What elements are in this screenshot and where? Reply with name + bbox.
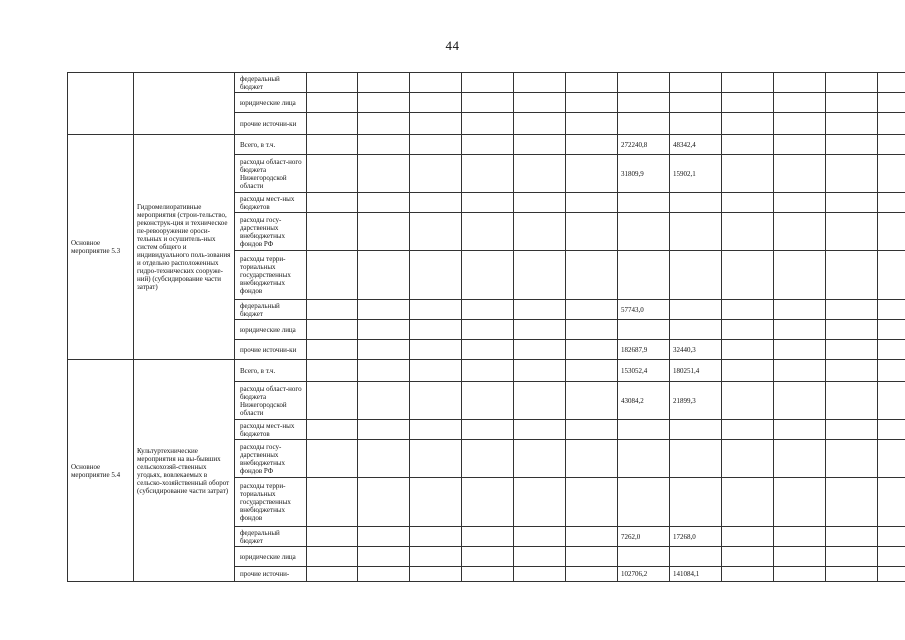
- value-cell: [462, 567, 514, 582]
- value-cell: [670, 113, 722, 135]
- value-cell: [307, 420, 358, 440]
- value-cell: [410, 478, 462, 527]
- funding-source-cell: расходы госу-дарственных внебюджетных фондов РФ: [235, 213, 307, 251]
- value-cell: [307, 73, 358, 93]
- value-cell: [514, 113, 566, 135]
- value-cell: [826, 213, 878, 251]
- value-cell: [774, 73, 826, 93]
- funding-source-cell: юридические лица: [235, 547, 307, 567]
- value-cell: [566, 193, 618, 213]
- value-cell: [878, 440, 905, 478]
- value-cell: [410, 527, 462, 547]
- funding-source-cell: расходы мест-ных бюджетов: [235, 193, 307, 213]
- value-cell: [826, 567, 878, 582]
- value-cell: [462, 193, 514, 213]
- value-cell: [410, 155, 462, 193]
- value-cell: [514, 155, 566, 193]
- value-cell: [826, 382, 878, 420]
- value-cell: [462, 155, 514, 193]
- value-cell: [774, 113, 826, 135]
- value-cell: [722, 382, 774, 420]
- value-cell: [514, 193, 566, 213]
- value-cell: [774, 360, 826, 382]
- value-cell: [826, 155, 878, 193]
- value-cell: [410, 567, 462, 582]
- value-cell: [566, 300, 618, 320]
- value-cell: [307, 93, 358, 113]
- funding-source-cell: прочие источни-ки: [235, 113, 307, 135]
- value-cell: [670, 547, 722, 567]
- value-cell: [826, 360, 878, 382]
- value-cell: [462, 135, 514, 155]
- value-cell: 180251,4: [670, 360, 722, 382]
- value-cell: [462, 93, 514, 113]
- funding-source-cell: Всего, в т.ч.: [235, 360, 307, 382]
- value-cell: [722, 251, 774, 300]
- value-cell: [774, 213, 826, 251]
- value-cell: [307, 478, 358, 527]
- funding-source-cell: расходы терри-ториальных государственных внебюджетных фондов: [235, 251, 307, 300]
- value-cell: [774, 93, 826, 113]
- value-cell: [670, 420, 722, 440]
- value-cell: [358, 193, 410, 213]
- value-cell: 21899,3: [670, 382, 722, 420]
- value-cell: [722, 420, 774, 440]
- funding-source-cell: федеральный бюджет: [235, 73, 307, 93]
- value-cell: [566, 547, 618, 567]
- value-cell: [307, 567, 358, 582]
- value-cell: [566, 135, 618, 155]
- value-cell: [307, 193, 358, 213]
- value-cell: [566, 478, 618, 527]
- value-cell: [307, 251, 358, 300]
- value-cell: [618, 251, 670, 300]
- funding-source-cell: Всего, в т.ч.: [235, 135, 307, 155]
- value-cell: [307, 113, 358, 135]
- value-cell: [774, 135, 826, 155]
- value-cell: [462, 73, 514, 93]
- measure-code-cell: Основное мероприятие 5.4: [68, 360, 134, 582]
- value-cell: [878, 135, 905, 155]
- value-cell: [826, 251, 878, 300]
- value-cell: [878, 478, 905, 527]
- value-cell: [358, 300, 410, 320]
- value-cell: [566, 527, 618, 547]
- value-cell: [722, 360, 774, 382]
- value-cell: [670, 440, 722, 478]
- value-cell: 7262,0: [618, 527, 670, 547]
- value-cell: [670, 478, 722, 527]
- funding-source-cell: расходы област-ного бюджета Нижегородской области: [235, 155, 307, 193]
- value-cell: [774, 251, 826, 300]
- value-cell: [670, 320, 722, 340]
- value-cell: [878, 527, 905, 547]
- value-cell: [722, 478, 774, 527]
- value-cell: [826, 420, 878, 440]
- value-cell: [514, 360, 566, 382]
- value-cell: [514, 382, 566, 420]
- value-cell: [774, 478, 826, 527]
- value-cell: [514, 135, 566, 155]
- value-cell: 43084,2: [618, 382, 670, 420]
- value-cell: [410, 135, 462, 155]
- table-row: [68, 135, 905, 155]
- funding-source-cell: юридические лица: [235, 320, 307, 340]
- value-cell: [514, 213, 566, 251]
- value-cell: [774, 320, 826, 340]
- value-cell: [410, 193, 462, 213]
- value-cell: [514, 300, 566, 320]
- value-cell: [566, 320, 618, 340]
- value-cell: [670, 193, 722, 213]
- value-cell: [618, 73, 670, 93]
- value-cell: [514, 93, 566, 113]
- value-cell: [462, 320, 514, 340]
- value-cell: [722, 193, 774, 213]
- value-cell: [774, 547, 826, 567]
- value-cell: [307, 440, 358, 478]
- value-cell: [358, 73, 410, 93]
- value-cell: [410, 113, 462, 135]
- value-cell: [826, 478, 878, 527]
- measure-code-cell: Основное мероприятие 5.3: [68, 135, 134, 360]
- value-cell: 48342,4: [670, 135, 722, 155]
- funding-source-cell: прочие источни-ки: [235, 340, 307, 360]
- budget-table: [67, 72, 905, 582]
- value-cell: [307, 213, 358, 251]
- value-cell: [878, 320, 905, 340]
- value-cell: 272240,8: [618, 135, 670, 155]
- value-cell: [878, 547, 905, 567]
- value-cell: [307, 547, 358, 567]
- value-cell: [410, 213, 462, 251]
- value-cell: 102706,2: [618, 567, 670, 582]
- value-cell: [358, 340, 410, 360]
- value-cell: [514, 420, 566, 440]
- value-cell: [878, 300, 905, 320]
- table-row: [68, 360, 905, 382]
- value-cell: [566, 73, 618, 93]
- value-cell: [514, 440, 566, 478]
- value-cell: [878, 420, 905, 440]
- value-cell: [722, 135, 774, 155]
- value-cell: [358, 93, 410, 113]
- value-cell: [878, 251, 905, 300]
- funding-source-cell: расходы терри-ториальных государственных внебюджетных фондов: [235, 478, 307, 527]
- value-cell: [410, 73, 462, 93]
- value-cell: [826, 340, 878, 360]
- value-cell: [774, 382, 826, 420]
- funding-source-cell: расходы госу-дарственных внебюджетных фондов РФ: [235, 440, 307, 478]
- value-cell: [358, 567, 410, 582]
- value-cell: 15902,1: [670, 155, 722, 193]
- value-cell: [722, 73, 774, 93]
- value-cell: [878, 360, 905, 382]
- value-cell: [722, 213, 774, 251]
- value-cell: [410, 382, 462, 420]
- value-cell: [826, 193, 878, 213]
- value-cell: [462, 340, 514, 360]
- value-cell: [462, 478, 514, 527]
- value-cell: [566, 567, 618, 582]
- value-cell: 31809,9: [618, 155, 670, 193]
- value-cell: [514, 547, 566, 567]
- measure-name-cell: Культуртехнические мероприятия на вы-бывших сельскохозяй-ственных угодьях, вовлекаемых в сельско-хозяйственный оборот (субсидирование части затрат): [134, 360, 235, 582]
- value-cell: [358, 527, 410, 547]
- value-cell: [774, 193, 826, 213]
- value-cell: [878, 73, 905, 93]
- value-cell: [566, 251, 618, 300]
- value-cell: [618, 440, 670, 478]
- value-cell: [774, 340, 826, 360]
- value-cell: [514, 527, 566, 547]
- value-cell: [358, 478, 410, 527]
- value-cell: [618, 93, 670, 113]
- value-cell: 153052,4: [618, 360, 670, 382]
- value-cell: [878, 567, 905, 582]
- value-cell: 182687,9: [618, 340, 670, 360]
- value-cell: [410, 340, 462, 360]
- value-cell: [358, 440, 410, 478]
- measure-name-cell: Гидромелиоративные мероприятия (строи-тельство, реконструк-ция и техническое пе-ревооружение ороси-тельных и осушитель-ных систем общего и индивидуального поль-зования и отдельно расположенных гидро-технических сооруже-ний) (субсидирование части затрат): [134, 135, 235, 360]
- value-cell: [410, 251, 462, 300]
- funding-source-cell: расходы област-ного бюджета Нижегородской области: [235, 382, 307, 420]
- value-cell: [307, 360, 358, 382]
- value-cell: [670, 73, 722, 93]
- value-cell: [566, 113, 618, 135]
- value-cell: [670, 93, 722, 113]
- value-cell: [670, 300, 722, 320]
- value-cell: [566, 155, 618, 193]
- value-cell: [878, 193, 905, 213]
- value-cell: [722, 93, 774, 113]
- value-cell: [307, 382, 358, 420]
- funding-source-cell: юридические лица: [235, 93, 307, 113]
- value-cell: [722, 440, 774, 478]
- value-cell: [722, 300, 774, 320]
- value-cell: 141084,1: [670, 567, 722, 582]
- value-cell: [826, 135, 878, 155]
- value-cell: [462, 300, 514, 320]
- measure-name-cell: [134, 73, 235, 135]
- value-cell: [462, 420, 514, 440]
- value-cell: [514, 478, 566, 527]
- value-cell: [410, 420, 462, 440]
- value-cell: [566, 440, 618, 478]
- value-cell: [358, 382, 410, 420]
- value-cell: [774, 440, 826, 478]
- value-cell: [878, 382, 905, 420]
- value-cell: [618, 420, 670, 440]
- value-cell: [566, 360, 618, 382]
- value-cell: 57743,0: [618, 300, 670, 320]
- value-cell: [826, 440, 878, 478]
- value-cell: [774, 420, 826, 440]
- value-cell: [410, 547, 462, 567]
- value-cell: [826, 73, 878, 93]
- value-cell: [722, 527, 774, 547]
- value-cell: [826, 527, 878, 547]
- value-cell: [566, 213, 618, 251]
- page-number: 44: [445, 38, 460, 53]
- value-cell: [358, 135, 410, 155]
- value-cell: [618, 478, 670, 527]
- value-cell: [514, 320, 566, 340]
- value-cell: [462, 440, 514, 478]
- value-cell: [566, 382, 618, 420]
- value-cell: [410, 440, 462, 478]
- funding-source-cell: федеральный бюджет: [235, 527, 307, 547]
- value-cell: [774, 155, 826, 193]
- value-cell: [410, 300, 462, 320]
- value-cell: [462, 382, 514, 420]
- value-cell: [618, 547, 670, 567]
- measure-code-cell: [68, 73, 134, 135]
- value-cell: [514, 73, 566, 93]
- value-cell: [462, 113, 514, 135]
- value-cell: [722, 340, 774, 360]
- value-cell: [358, 547, 410, 567]
- value-cell: [722, 567, 774, 582]
- value-cell: [358, 320, 410, 340]
- value-cell: [566, 420, 618, 440]
- funding-source-cell: прочие источни-: [235, 567, 307, 582]
- value-cell: [618, 113, 670, 135]
- value-cell: [774, 567, 826, 582]
- value-cell: [462, 527, 514, 547]
- value-cell: [774, 527, 826, 547]
- value-cell: [410, 320, 462, 340]
- value-cell: [462, 213, 514, 251]
- value-cell: [307, 320, 358, 340]
- value-cell: [514, 251, 566, 300]
- funding-source-cell: федеральный бюджет: [235, 300, 307, 320]
- value-cell: [878, 213, 905, 251]
- value-cell: [722, 320, 774, 340]
- value-cell: [566, 340, 618, 360]
- value-cell: [307, 340, 358, 360]
- value-cell: [618, 213, 670, 251]
- value-cell: [358, 113, 410, 135]
- value-cell: [410, 360, 462, 382]
- value-cell: [878, 155, 905, 193]
- value-cell: [358, 251, 410, 300]
- value-cell: [307, 135, 358, 155]
- value-cell: [566, 93, 618, 113]
- value-cell: [410, 93, 462, 113]
- value-cell: [618, 193, 670, 213]
- budget-table-body: [68, 73, 905, 582]
- value-cell: [514, 340, 566, 360]
- value-cell: [826, 300, 878, 320]
- value-cell: [307, 155, 358, 193]
- value-cell: [670, 213, 722, 251]
- value-cell: [722, 155, 774, 193]
- value-cell: [307, 300, 358, 320]
- value-cell: [462, 251, 514, 300]
- value-cell: [514, 567, 566, 582]
- value-cell: [878, 340, 905, 360]
- value-cell: [358, 360, 410, 382]
- value-cell: [462, 360, 514, 382]
- value-cell: [358, 213, 410, 251]
- value-cell: [878, 113, 905, 135]
- value-cell: [462, 547, 514, 567]
- value-cell: [358, 155, 410, 193]
- value-cell: [670, 251, 722, 300]
- value-cell: [826, 547, 878, 567]
- table-row: [68, 73, 905, 93]
- value-cell: 17268,0: [670, 527, 722, 547]
- value-cell: [722, 113, 774, 135]
- value-cell: [826, 93, 878, 113]
- value-cell: [826, 320, 878, 340]
- value-cell: [618, 320, 670, 340]
- value-cell: [878, 93, 905, 113]
- value-cell: [307, 527, 358, 547]
- funding-source-cell: расходы мест-ных бюджетов: [235, 420, 307, 440]
- value-cell: [358, 420, 410, 440]
- value-cell: 32440,3: [670, 340, 722, 360]
- value-cell: [722, 547, 774, 567]
- value-cell: [826, 113, 878, 135]
- value-cell: [774, 300, 826, 320]
